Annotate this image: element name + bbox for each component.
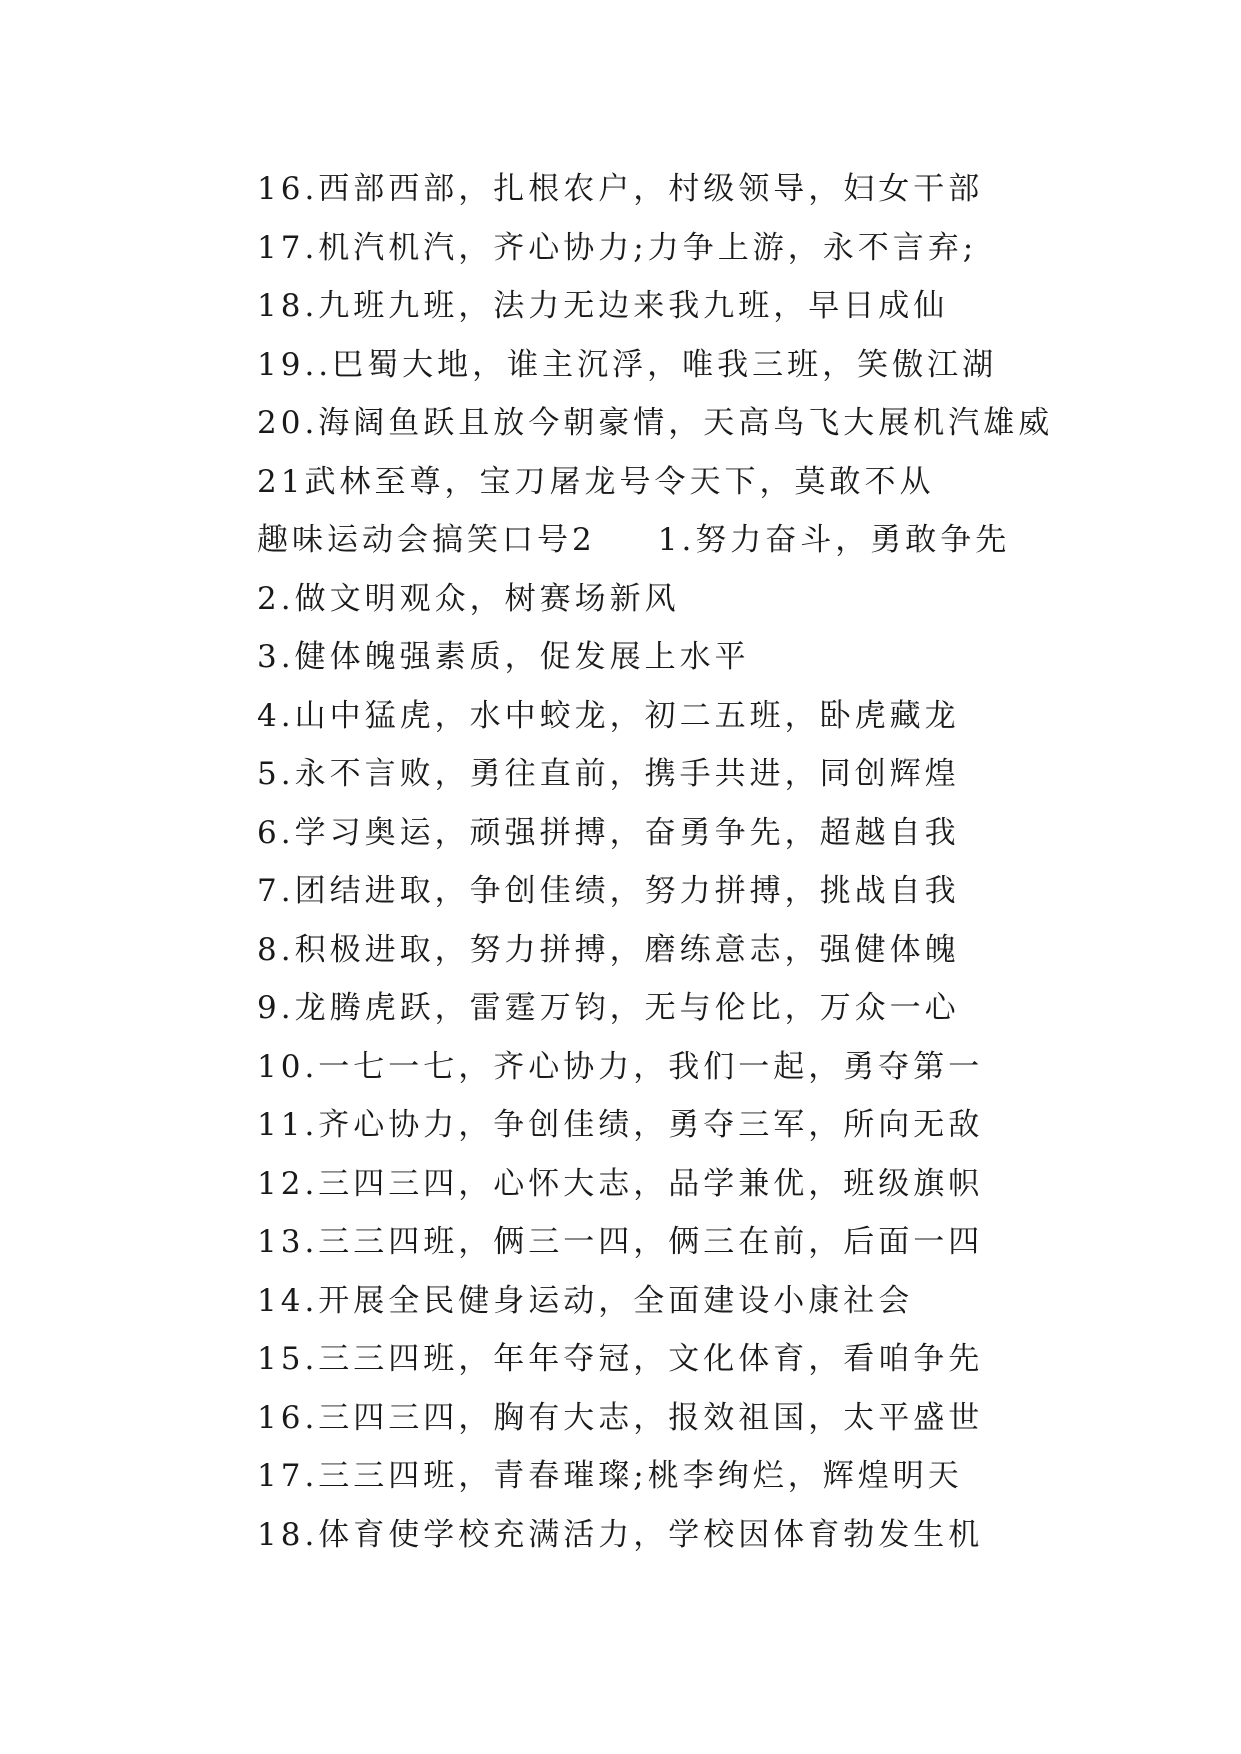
slogan-item: 15.三三四班，年年夺冠，文化体育，看咱争先 — [257, 1341, 984, 1377]
slogan-item: 14.开展全民健身运动，全面建设小康社会 — [257, 1282, 914, 1319]
slogan-item: 5.永不言败，勇往直前，携手共进，同创辉煌 — [257, 756, 960, 792]
slogan-item: 7.团结进取，争创佳绩，努力拼搏，挑战自我 — [257, 873, 960, 909]
section-heading-line — [257, 511, 1117, 570]
slogan-line: 17.机汽机汽，齐心协力;力争上游，永不言弃; — [257, 229, 978, 266]
slogan-line: 21武林至尊，宝刀屠龙号令天下，莫敢不从 — [257, 463, 935, 500]
slogan-item: 18.体育使学校充满活力，学校因体育勃发生机 — [257, 1516, 984, 1553]
section-heading: 趣味运动会搞笑口号2 — [257, 522, 596, 558]
slogan-line: 19..巴蜀大地，谁主沉浮，唯我三班，笑傲江湖 — [257, 346, 998, 383]
slogan-item: 8.积极进取，努力拼搏，磨练意志，强健体魄 — [257, 931, 960, 968]
slogan-item: 6.学习奥运，顽强拼搏，奋勇争先，超越自我 — [257, 814, 960, 851]
slogan-item: 1.努力奋斗，勇敢争先 — [657, 522, 1011, 558]
slogan-line: 18.九班九班，法力无边来我九班，早日成仙 — [257, 288, 949, 324]
slogan-item: 3.健体魄强素质，促发展上水平 — [257, 639, 750, 675]
slogan-item: 9.龙腾虎跃，雷霆万钧，无与伦比，万众一心 — [257, 990, 960, 1026]
slogan-item: 11.齐心协力，争创佳绩，勇夺三军，所向无敌 — [257, 1107, 984, 1143]
slogan-item: 13.三三四班，俩三一四，俩三在前，后面一四 — [257, 1224, 984, 1260]
slogan-item: 17.三三四班，青春璀璨;桃李绚烂，辉煌明天 — [257, 1458, 963, 1494]
slogan-item: 2.做文明观众，树赛场新风 — [257, 580, 680, 617]
slogan-item: 12.三四三四，心怀大志，品学兼优，班级旗帜 — [257, 1165, 984, 1202]
slogan-item: 16.三四三四，胸有大志，报效祖国，太平盛世 — [257, 1399, 984, 1436]
slogan-line: 20.海阔鱼跃且放今朝豪情，天高鸟飞大展机汽雄威 — [257, 405, 1054, 441]
slogan-line: 16.西部西部，扎根农户，村级领导，妇女干部 — [257, 171, 984, 207]
slogan-item: 10.一七一七，齐心协力，我们一起，勇夺第一 — [257, 1048, 984, 1085]
slogan-list — [257, 160, 1117, 1564]
slogan-item: 4.山中猛虎，水中蛟龙，初二五班，卧虎藏龙 — [257, 697, 960, 734]
